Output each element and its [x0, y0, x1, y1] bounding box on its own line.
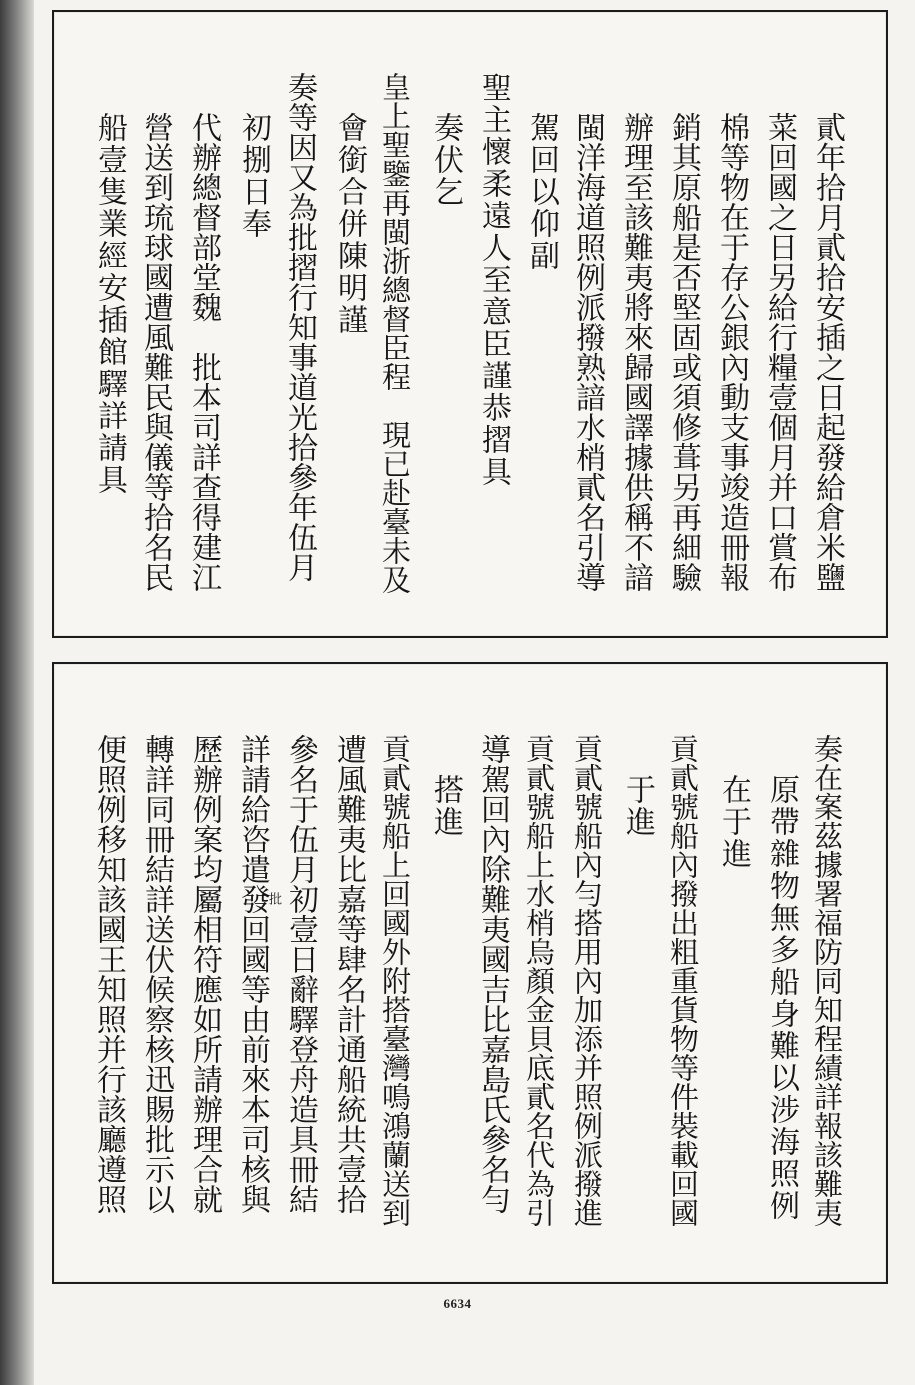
- manuscript-column: 皇上聖鑒再閩浙總督臣程 現已赴臺未及: [378, 72, 412, 594]
- manuscript-column: 營送到琉球國遭風難民與儀等拾名民: [138, 112, 173, 592]
- manuscript-column: 詳請給咨遣發回國等由前來本司核與: [235, 734, 270, 1214]
- bottom-document-panel: [52, 662, 888, 1284]
- manuscript-column: 貢貳號船內勻搭用內加添并照例派撥進: [570, 734, 604, 1227]
- manuscript-column: 辦理至該難夷將來歸國譯據供稱不諳: [618, 112, 653, 592]
- manuscript-column: 初捌日奉: [236, 112, 271, 240]
- manuscript-column: 駕回以仰副: [524, 112, 559, 272]
- manuscript-column: 代辦總督部堂魏 批本司詳查得建江: [186, 112, 221, 592]
- manuscript-column: 奏等因又為批摺行知事道光拾參年伍月: [282, 72, 317, 582]
- manuscript-column: 原帶雜物無多船身難以涉海照例: [764, 774, 799, 1222]
- manuscript-column: 貢貳號船內撥出粗重貨物等件裝載回國: [666, 734, 700, 1227]
- manuscript-column: 貢貳號船上回國外附搭臺灣鳴鴻蘭送到: [378, 734, 412, 1227]
- manuscript-column: 轉詳同冊結詳送伏候察核迅賜批示以: [139, 734, 174, 1214]
- manuscript-column: 棉等物在于存公銀內動支事竣造冊報: [714, 112, 749, 592]
- book-binding-shadow: [0, 0, 34, 1385]
- manuscript-column: 奏伏乞: [428, 112, 463, 208]
- top-document-panel: [52, 10, 888, 638]
- manuscript-column: 導駕回內除難夷國吉比嘉島氏參名勻: [475, 734, 510, 1214]
- manuscript-column: 在于進: [716, 774, 751, 870]
- manuscript-column: 歷辦例案均屬相符應如所請辦理合就: [187, 734, 222, 1214]
- manuscript-column: 銷其原船是否堅固或須修葺另再細驗: [666, 112, 701, 592]
- manuscript-column: 聖主懷柔遠人至意臣謹恭摺具: [476, 72, 511, 488]
- manuscript-column: 貢貳號船上水梢烏顏金貝底貳名代為引: [522, 734, 556, 1227]
- manuscript-column: 菜回國之日另給行糧壹個月并口賞布: [762, 112, 797, 592]
- interlinear-note: 批: [266, 892, 281, 907]
- manuscript-column: 參名于伍月初壹日辭驛登舟造具冊結: [283, 734, 318, 1214]
- manuscript-column: 貳年拾月貳拾安插之日起發給倉米鹽: [810, 112, 845, 592]
- manuscript-column: 便照例移知該國王知照并行該廳遵照: [91, 734, 126, 1214]
- manuscript-column: 奏在案茲據署福防同知程績詳報該難夷: [810, 734, 844, 1227]
- manuscript-column: 搭進: [428, 774, 463, 838]
- manuscript-column: 遭風難夷比嘉等肆名計通船統共壹拾: [331, 734, 366, 1214]
- manuscript-column: 于進: [620, 774, 655, 838]
- manuscript-column: 船壹隻業經安插館驛詳請具: [92, 112, 127, 496]
- manuscript-column: 會銜合併陳明謹: [332, 112, 367, 336]
- manuscript-column: 閩洋海道照例派撥熟諳水梢貳名引導: [570, 112, 605, 592]
- page-number: 6634: [443, 1296, 472, 1311]
